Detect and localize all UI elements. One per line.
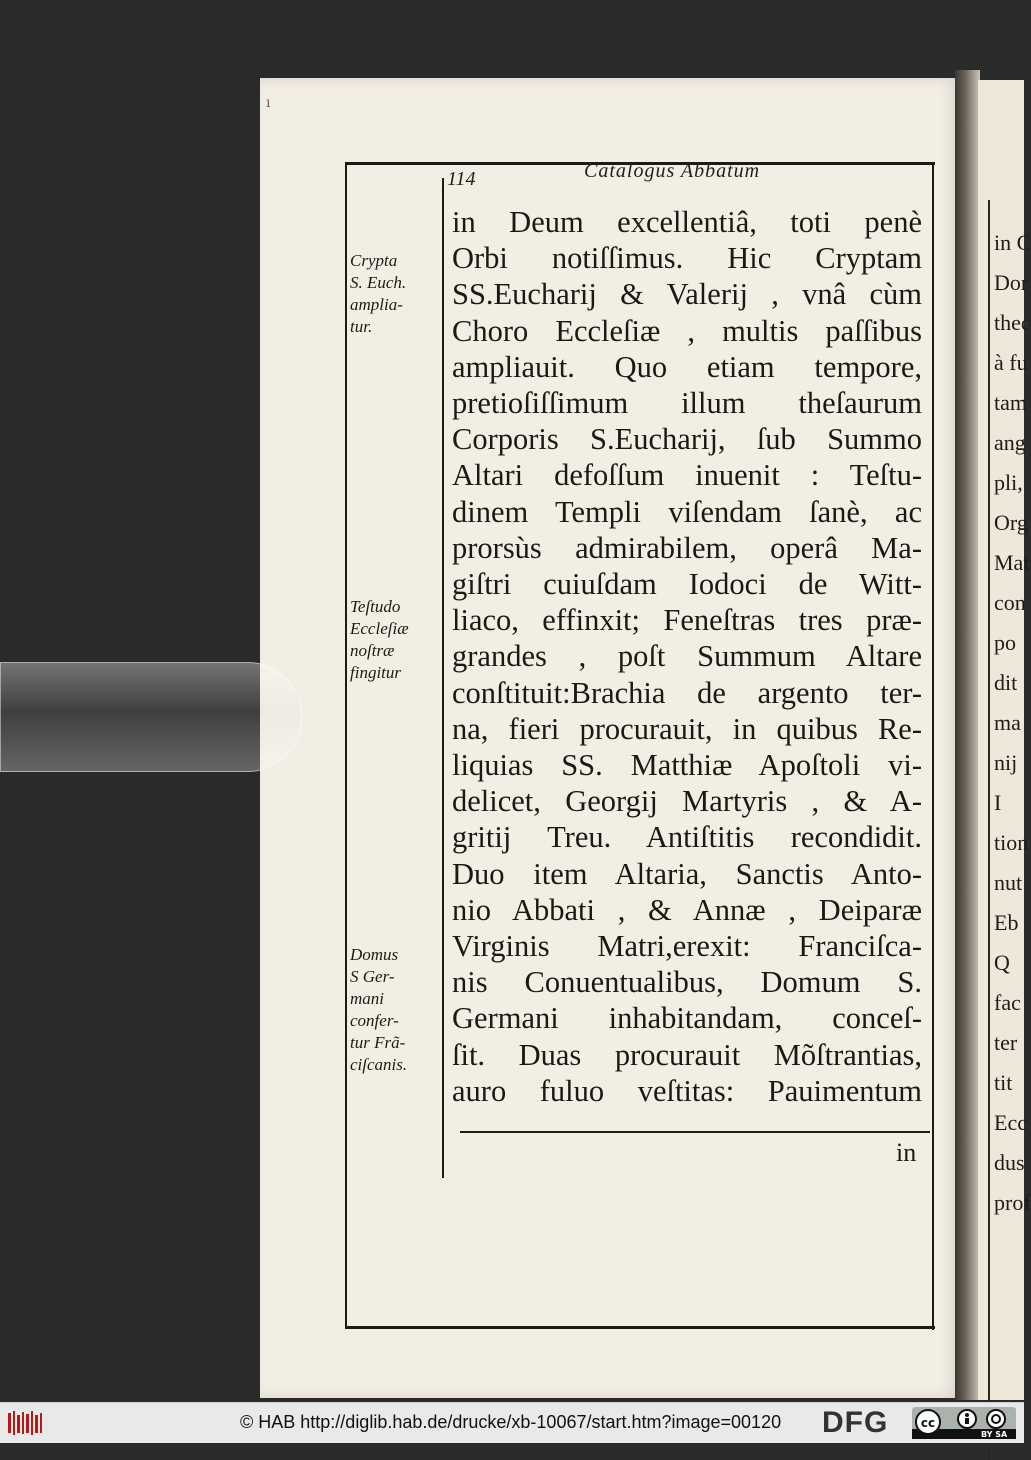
next-page-fragment: dit — [994, 670, 1018, 695]
margin-note-line: noſtræ — [350, 641, 395, 660]
next-page-fragment: Dor — [994, 270, 1029, 295]
next-page-fragment: ang — [994, 430, 1026, 455]
page-number: 114 — [447, 168, 476, 190]
next-page-fragment: Ecc — [994, 1110, 1027, 1135]
margin-note-domus — [350, 944, 438, 1076]
body-line: Altari defoſſum inuenit : Teſtu- — [452, 458, 922, 493]
license-label: BY SA — [981, 1430, 1008, 1439]
margin-note-line: tur Frã- — [350, 1033, 406, 1052]
running-title: Catalogus Abbatum — [584, 160, 761, 182]
body-line: SS.Eucharij & Valerij , vnâ cùm — [452, 277, 922, 312]
margin-note-testudo — [350, 596, 438, 684]
text-bottom-rule — [460, 1131, 930, 1133]
margin-note-line: ciſcanis. — [350, 1055, 408, 1074]
next-page-fragment: Eb — [994, 910, 1019, 935]
footer-url-link[interactable]: © HAB http://diglib.hab.de/drucke/xb-10067/start.htm?image=00120 — [240, 1412, 782, 1432]
cc-by-sa-icon[interactable] — [912, 1407, 1016, 1439]
next-page-fragment: I — [994, 790, 1002, 815]
svg-text:cc: cc — [920, 1416, 936, 1430]
body-line: pretioſiſſimum illum theſaurum — [452, 386, 922, 421]
margin-note-line: Eccleſiæ — [350, 619, 409, 638]
body-line: auro fuluo veſtitas: Pauimentum — [452, 1073, 922, 1108]
body-line: prorsùs admirabilem, operâ Ma- — [452, 530, 922, 565]
next-page-edge — [978, 80, 1031, 1400]
left-frame-rule — [345, 162, 347, 1328]
body-line: grandes , poſt Summum Altare — [452, 639, 922, 674]
next-page-fragment: tion — [994, 830, 1029, 855]
body-line: Choro Eccleſiæ , multis paſſibus — [452, 313, 922, 348]
next-page-fragment: po — [994, 630, 1016, 655]
body-line: gritij Treu. Antiſtitis recondidit. — [452, 820, 922, 855]
body-text — [452, 204, 922, 1109]
dfg-logo: DFG — [822, 1406, 889, 1439]
hab-barcode-icon — [6, 1409, 46, 1437]
margin-note-crypta — [350, 250, 438, 338]
margin-note-line: S. Euch. — [350, 273, 407, 292]
body-line: in Deum excellentiâ, toti penè — [452, 205, 922, 239]
bottom-rule — [345, 1326, 935, 1329]
body-line: dinem Templi viſendam ſanè, ac — [452, 494, 922, 529]
body-line: Corporis S.Eucharij, ſub Summo — [452, 422, 922, 457]
next-page-fragment: in C — [994, 230, 1031, 255]
margin-note-line: Teſtudo — [350, 597, 401, 616]
margin-note-line: Crypta — [350, 251, 398, 270]
body-line: ampliauit. Quo etiam tempore, — [452, 349, 922, 384]
margin-note-line: confer- — [350, 1011, 399, 1030]
next-page-fragment: prof — [994, 1190, 1031, 1215]
margin-note-line: S Ger- — [350, 967, 395, 986]
next-page-fragment: à fu — [994, 350, 1028, 375]
margin-divider-rule — [442, 178, 444, 1178]
margin-note-line: Domus — [350, 945, 399, 964]
next-page-fragment: ter — [994, 1030, 1018, 1055]
next-page-fragment: nij — [994, 750, 1018, 775]
glass-clip — [0, 662, 302, 772]
body-line: liaco, effinxit; Feneſtras tres præ- — [452, 603, 922, 638]
next-page-fragment: thec — [994, 310, 1031, 335]
margin-note-line: tur. — [350, 317, 373, 336]
body-line: nio Abbati , & Annæ , Deiparæ — [452, 892, 922, 927]
next-page-fragment: fac — [994, 990, 1021, 1015]
body-line: na, fieri procurauit, in quibus Re- — [452, 711, 922, 746]
next-page-fragment: Q — [994, 950, 1010, 975]
body-line: Duo item Altaria, Sanctis Anto- — [452, 856, 922, 891]
margin-note-line: amplia- — [350, 295, 403, 314]
body-line: Orbi notiſſimus. Hic Cryptam — [452, 241, 922, 276]
next-page-fragment: pli, — [994, 470, 1023, 495]
body-line: giſtri cuiuſdam Iodoci de Witt- — [452, 567, 922, 602]
body-line: liquias SS. Matthiæ Apoſtoli vi- — [452, 748, 922, 783]
body-line: nis Conuentualibus, Domum S. — [452, 965, 922, 1000]
body-line: ſit. Duas procurauit Mõſtrantias, — [452, 1037, 922, 1072]
next-page-fragment: tam — [994, 390, 1027, 415]
next-page-fragment: dus — [994, 1150, 1025, 1175]
body-line: Germani inhabitandam, conceſ- — [452, 1001, 922, 1036]
next-page-fragment: Mat — [994, 550, 1030, 575]
page-mark: ı — [266, 95, 271, 111]
footer-bar — [0, 1402, 1024, 1443]
next-page-fragment: con — [994, 590, 1026, 615]
margin-note-line: fingitur — [350, 663, 402, 682]
body-line: Virginis Matri,erexit: Franciſca- — [452, 929, 922, 964]
next-page-fragment: Org — [994, 510, 1028, 535]
book-gutter — [955, 70, 980, 1400]
next-page-fragment: tit — [994, 1070, 1013, 1095]
next-page-frame-rule — [988, 200, 990, 1460]
body-line: delicet, Georgij Martyris , & A- — [452, 784, 922, 819]
margin-note-line: mani — [350, 989, 384, 1008]
next-page-fragment: nut — [994, 870, 1023, 895]
catchword: in — [896, 1138, 917, 1167]
next-page-fragment: ma — [994, 710, 1021, 735]
body-line: conſtituit:Brachia de argento ter- — [452, 675, 922, 710]
right-frame-rule — [932, 162, 934, 1330]
